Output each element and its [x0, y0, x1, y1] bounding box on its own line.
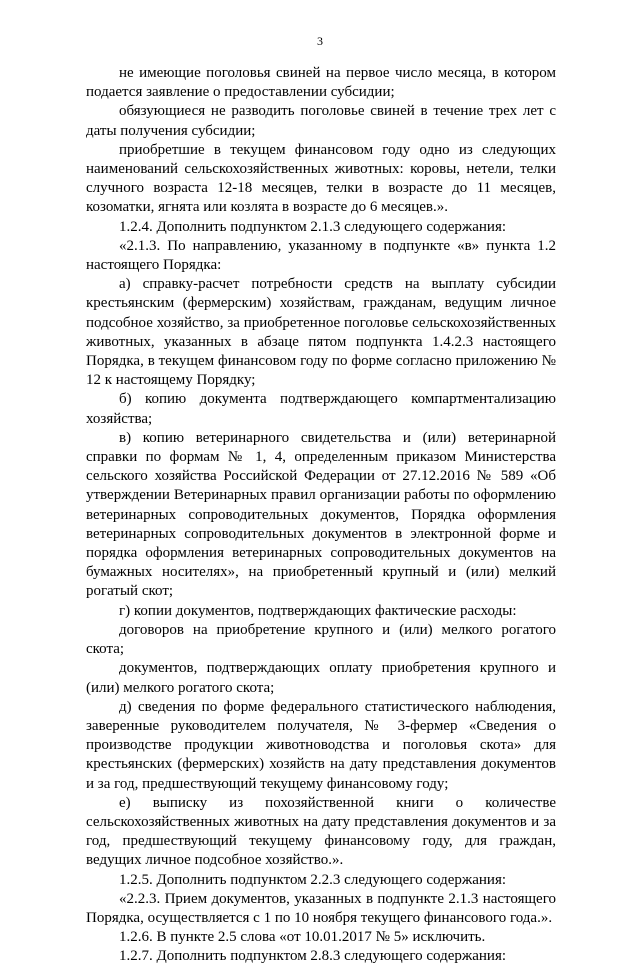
paragraph: договоров на приобретение крупного и (или) мелкого рогатого скота; — [86, 621, 556, 658]
paragraph: 1.2.4. Дополнить подпунктом 2.1.3 следующего содержания: — [119, 218, 507, 235]
paragraph: 1.2.7. Дополнить подпунктом 2.8.3 следующего содержания: — [119, 948, 507, 965]
page-number: 3 — [317, 34, 323, 48]
paragraph: документов, подтверждающих оплату приобретения крупного и (или) мелкого рогатого скота; — [86, 660, 556, 696]
paragraph: а) справку-расчет потребности средств на выплату субсидии крестьянским (фермерским) хозяйствам, гражданам, ведущим личное подсобное хозяйство, за приобретенное поголовье сельскохозяйственных животных, указанных в абзаце пятом подпункта 1.4.2.3 настоящего Порядка, в текущем финансовом году по форме согласно приложению № 12 к настоящему Порядку; — [86, 276, 556, 389]
paragraph: не имеющие поголовья свиней на первое число месяца, в котором подается заявление о предоставлении субсидии; — [86, 65, 556, 101]
paragraph: е) выписку из похозяйственной книги о количестве сельскохозяйственных животных на дату представления документов и за год, предшествующий текущему финансовому году, для граждан, ведущих личное подсобное хозяйство.». — [86, 794, 556, 869]
paragraph: 1.2.6. В пункте 2.5 слова «от 10.01.2017 № 5» исключить. — [119, 929, 486, 946]
document-body — [86, 64, 556, 967]
paragraph: обязующиеся не разводить поголовье свиней в течение трех лет с даты получения субсидии; — [86, 103, 556, 139]
paragraph: в) копию ветеринарного свидетельства и (или) ветеринарной справки по формам № 1, 4, определенным приказом Министерства сельского хозяйства Российской Федерации от 27.12.2016 № 589 «Об утверждении Ветеринарных правил организации работы по оформлению ветеринарных сопроводительных документов, Порядка оформления ветеринарных сопроводительных документов в электронной форме и порядка оформления ветеринарных сопроводительных документов на бумажных носителях», на приобретенный крупный и (или) мелкий рогатый скот; — [86, 429, 556, 600]
paragraph: б) копию документа подтверждающего компартментализацию хозяйства; — [86, 391, 556, 427]
paragraph: г) копии документов, подтверждающих фактические расходы: — [119, 602, 517, 619]
paragraph: «2.2.3. Прием документов, указанных в подпункте 2.1.3 настоящего Порядка, осуществляется с 1 по 10 ноября текущего финансового года.». — [86, 890, 556, 926]
paragraph: приобретшие в текущем финансовом году одно из следующих наименований сельскохозяйственных животных: коровы, нетели, телки случного возраста 12-18 месяцев, телки в возрасте до 11 месяцев, козоматки, ягнята или козлята в возрасте до 6 месяцев.». — [86, 141, 556, 216]
paragraph: д) сведения по форме федерального статистического наблюдения, заверенные руководителем получателя, № 3-фермер «Сведения о производстве продукции животноводства и поголовья скота» для крестьянских (фермерских) хозяйств на дату представления документов и за год, предшествующий текущему финансовому году; — [86, 698, 556, 792]
paragraph: «2.1.3. По направлению, указанному в подпункте «в» пункта 1.2 настоящего Порядка: — [86, 237, 556, 274]
paragraph: 1.2.5. Дополнить подпунктом 2.2.3 следующего содержания: — [119, 871, 507, 888]
